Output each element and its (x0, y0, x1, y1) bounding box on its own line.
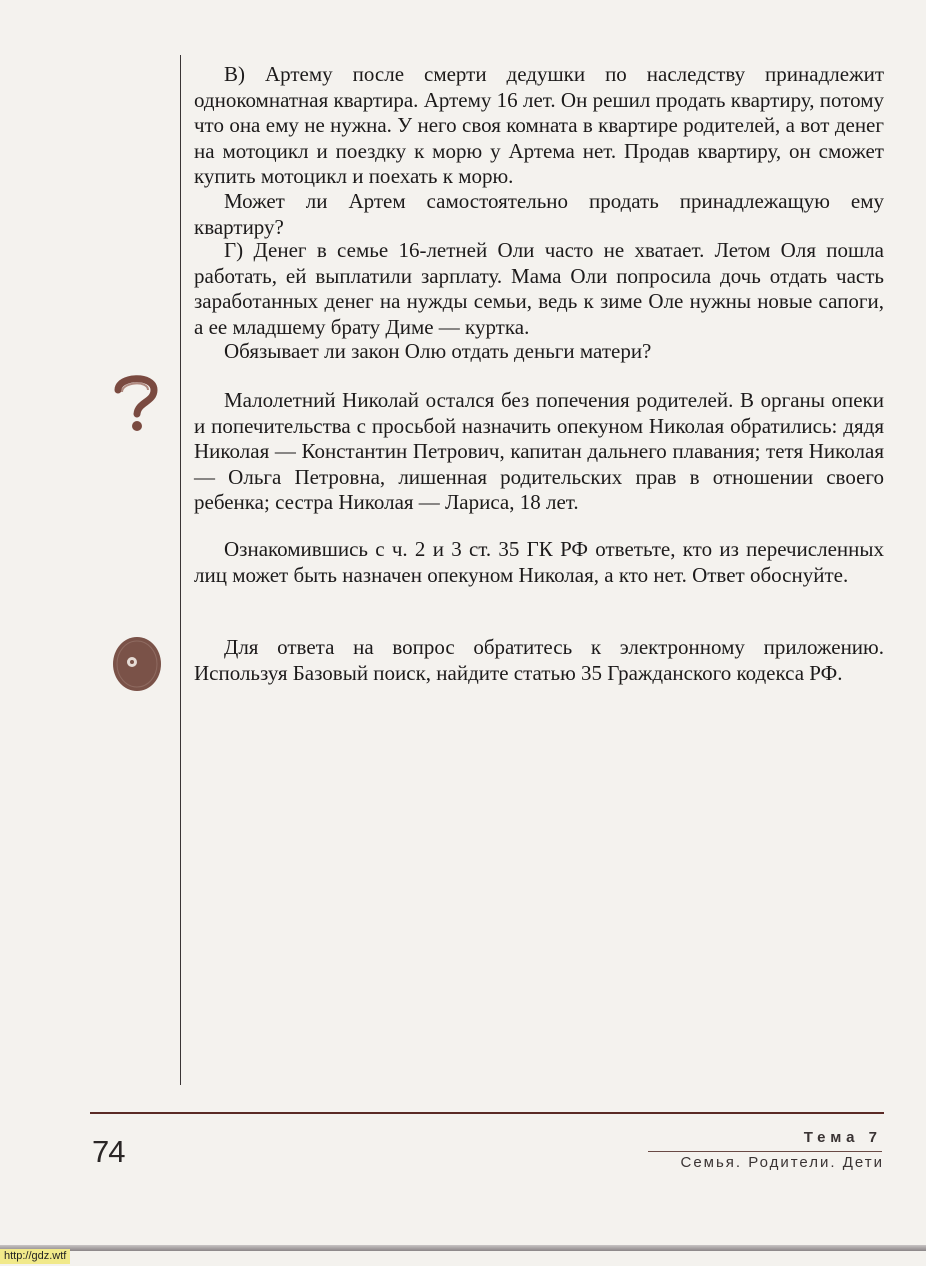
paragraph-question-v: Может ли Артем самостоятельно продать принадлежащую ему квартиру? (194, 189, 884, 239)
paragraph-electronic-app: Для ответа на вопрос обратитесь к электронному приложению. Используя Базовый поиск, найдите статью 35 Гражданского кодекса РФ. (194, 635, 884, 685)
page-bottom-edge (0, 1245, 926, 1251)
paragraph-question-g: Обязывает ли закон Олю отдать деньги матери? (224, 339, 652, 363)
margin-rule (180, 55, 181, 1085)
paragraph-task-nikolay: Малолетний Николай остался без попечения родителей. В органы опеки и попечительства с просьбой назначить опекуном Николая обратились: дядя Николая — Константин Петрович, капитан дальнего плавания; тетя Николая — Ольга Петровна, лишенная родительских прав в отношении своего ребенка; сестра Николая — Лариса, 18 лет. (194, 388, 884, 514)
topic-divider (648, 1151, 882, 1152)
watermark-link[interactable]: http://gdz.wtf (0, 1249, 70, 1264)
question-mark-icon (110, 372, 162, 434)
paragraph-question-nikolay: Ознакомившись с ч. 2 и 3 ст. 35 ГК РФ ответьте, кто из перечисленных лиц может быть назначен опекуном Николая, а кто нет. Ответ обоснуйте. (194, 537, 884, 587)
disc-icon (110, 635, 164, 693)
paragraph-task-v: В) Артему после смерти дедушки по наследству принадлежит однокомнатная квартира. Артему 16 лет. Он решил продать квартиру, потому что она ему не нужна. У него своя комната в квартире родителей, а вот денег на мотоцикл и поездку к морю у Артема нет. Продав квартиру, он сможет купить мотоцикл и поехать к морю. (194, 62, 884, 188)
paragraph-task-g: Г) Денег в семье 16-летней Оли часто не хватает. Летом Оля пошла работать, ей выплатили зарплату. Мама Оли попросила дочь отдать часть заработанных денег на нужды семьи, ведь к зиме Оле нужны новые сапоги, а ее младшему брату Диме — куртка. (194, 238, 884, 339)
topic-label: Тема 7 (803, 1129, 882, 1146)
topic-title: Семья. Родители. Дети (680, 1154, 884, 1171)
page-number: 74 (92, 1134, 125, 1169)
footer-rule (90, 1112, 884, 1114)
